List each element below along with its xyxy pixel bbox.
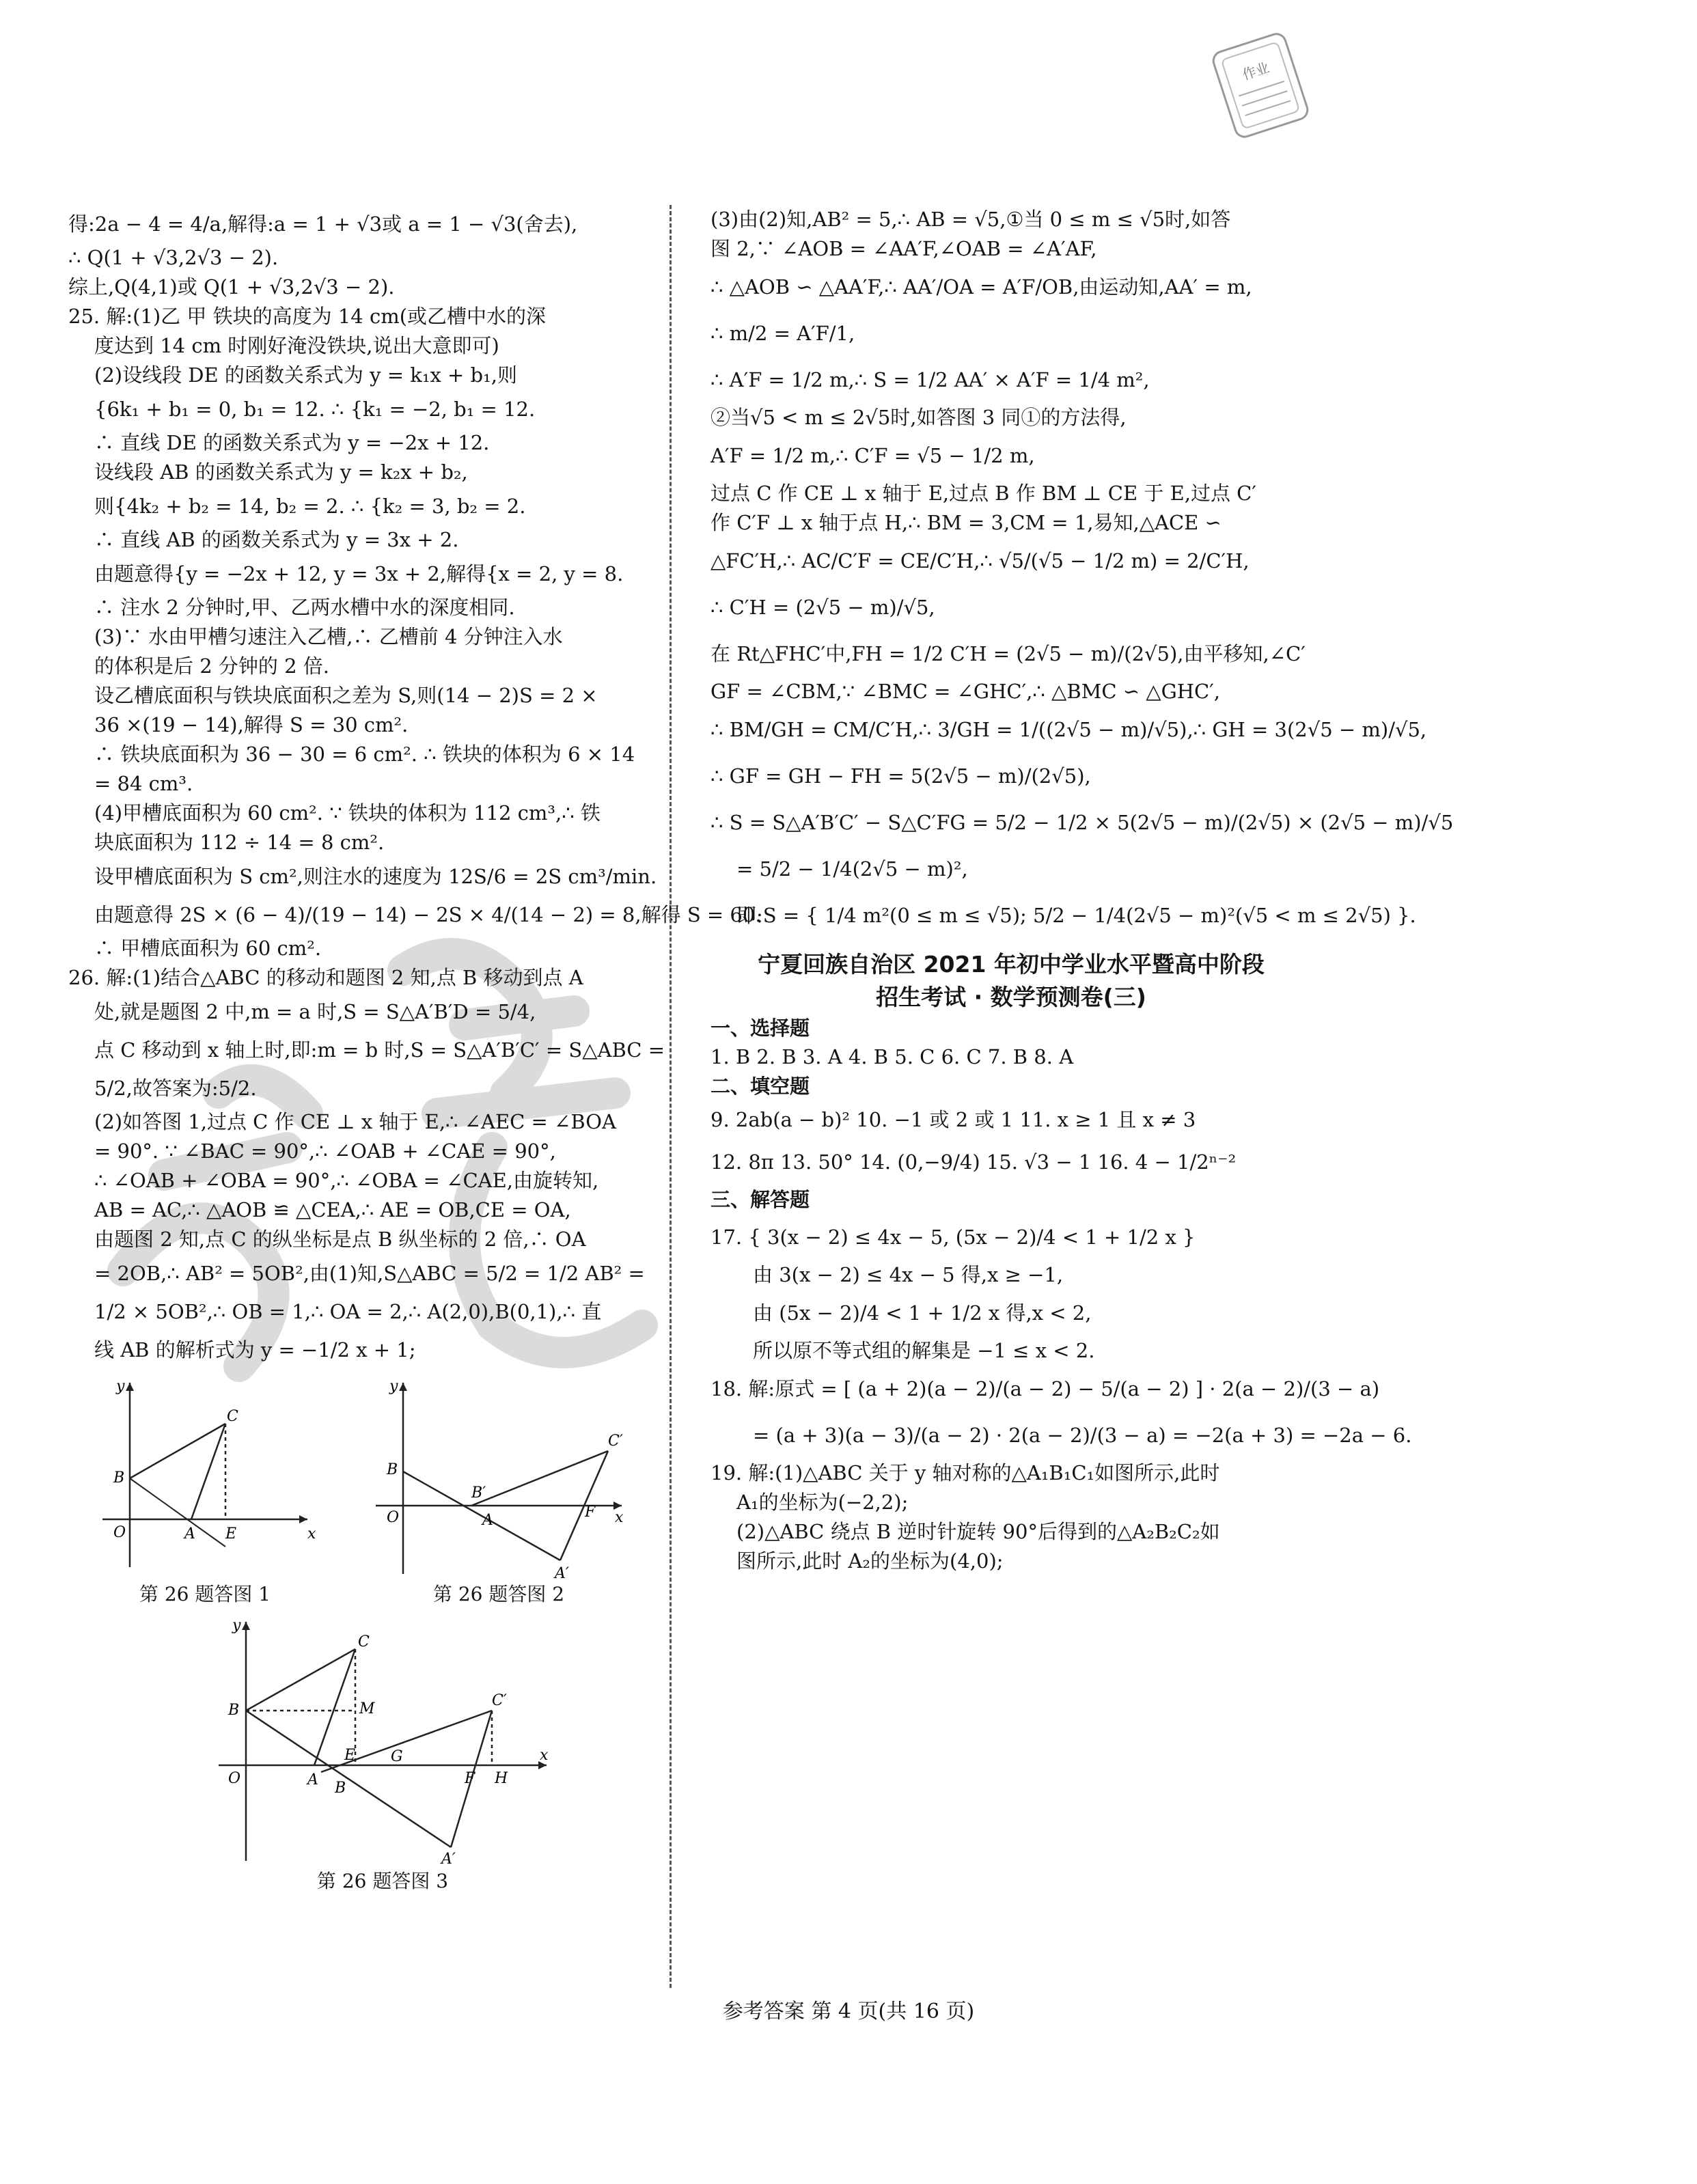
text-line: ∴ m/2 = A′F/1,	[710, 322, 855, 345]
text-line: 由 (5x − 2)/4 < 1 + 1/2 x 得,x < 2,	[753, 1301, 1092, 1325]
stamp-logo-icon	[1209, 27, 1312, 143]
text-line: 点 C 移动到 x 轴上时,即:m = b 时,S = S△A′B′C′ = S△ABC =	[94, 1038, 665, 1062]
text-line: = (a + 3)(a − 3)/(a − 2) · 2(a − 2)/(3 − a) = −2(a + 3) = −2a − 6.	[753, 1424, 1412, 1447]
text-line: (3)∵ 水由甲槽匀速注入乙槽,∴ 乙槽前 4 分钟注入水	[94, 625, 563, 648]
text-line: 线 AB 的解析式为 y = −1/2 x + 1;	[94, 1338, 416, 1361]
text-line: 作 C′F ⊥ x 轴于点 H,∴ BM = 3,CM = 1,易知,△ACE ∽	[710, 511, 1222, 534]
svg-text:A: A	[307, 1771, 318, 1788]
text-line: 设线段 AB 的函数关系式为 y = k₂x + b₂,	[94, 460, 468, 484]
figure-3-caption: 第 26 题答图 3	[316, 1870, 449, 1892]
text-line: ∴ ∠OAB + ∠OBA = 90°,∴ ∠OBA = ∠CAE,由旋转知,	[94, 1169, 599, 1192]
svg-text:C: C	[358, 1633, 370, 1650]
text-line: 由题意得{y = −2x + 12, y = 3x + 2,解得{x = 2, y = 8.	[94, 562, 624, 585]
text-line: ∴ Q(1 + √3,2√3 − 2).	[68, 246, 279, 269]
text-line: = 5/2 − 1/4(2√5 − m)²,	[736, 857, 968, 881]
text-line: 块底面积为 112 ÷ 14 = 8 cm².	[94, 831, 385, 854]
figure-1-caption: 第 26 题答图 1	[139, 1583, 271, 1605]
svg-text:B: B	[113, 1469, 125, 1487]
text-line: 17. { 3(x − 2) ≤ 4x − 5, (5x − 2)/4 < 1 + 1/2 x }	[710, 1226, 1196, 1249]
text-line: AB = AC,∴ △AOB ≌ △CEA,∴ AE = OB,CE = OA,	[94, 1198, 571, 1221]
text-line: ∴ GF = GH − FH = 5(2√5 − m)/(2√5),	[710, 764, 1091, 788]
text-line: 25. 解:(1)乙 甲 铁块的高度为 14 cm(或乙槽中水的深	[68, 305, 547, 328]
text-line: ∴ 注水 2 分钟时,甲、乙两水槽中水的深度相同.	[94, 596, 515, 619]
exam-title-line-1: 宁夏回族自治区 2021 年初中学业水平暨高中阶段	[758, 951, 1265, 978]
text-line: ∴ 直线 DE 的函数关系式为 y = −2x + 12.	[94, 431, 490, 454]
figure-1-diagram	[89, 1376, 321, 1581]
svg-text:A′: A′	[555, 1565, 569, 1582]
exam-title-line-2: 招生考试 · 数学预测卷(三)	[876, 984, 1146, 1010]
text-line: 18. 解:原式 = [ (a + 2)(a − 2)/(a − 2) − 5/(a − 2) ] · 2(a − 2)/(3 − a)	[710, 1377, 1380, 1400]
section-fill: 二、填空题	[710, 1075, 810, 1098]
text-line: 设乙槽底面积与铁块底面积之差为 S,则(14 − 2)S = 2 ×	[94, 684, 598, 707]
text-line: 5/2,故答案为:5/2.	[94, 1077, 257, 1100]
figure-2-caption: 第 26 题答图 2	[432, 1583, 565, 1605]
text-line: 所以原不等式组的解集是 −1 ≤ x < 2.	[753, 1339, 1095, 1362]
svg-text:B: B	[228, 1702, 240, 1719]
text-line: 图 2,∵ ∠AOB = ∠AA′F,∠OAB = ∠A′AF,	[710, 237, 1097, 260]
text-line: 1/2 × 5OB²,∴ OB = 1,∴ OA = 2,∴ A(2,0),B(0,1),∴ 直	[94, 1300, 602, 1323]
text-line: (3)由(2)知,AB² = 5,∴ AB = √5,①当 0 ≤ m ≤ √5时,如答	[710, 208, 1231, 231]
text-line: (2)如答图 1,过点 C 作 CE ⊥ x 轴于 E,∴ ∠AEC = ∠BOA	[94, 1110, 616, 1133]
section-choice: 一、选择题	[710, 1017, 810, 1040]
section-solutions: 三、解答题	[710, 1188, 810, 1211]
text-line: 由 3(x − 2) ≤ 4x − 5 得,x ≥ −1,	[753, 1263, 1064, 1286]
text-line: ∴ A′F = 1/2 m,∴ S = 1/2 AA′ × A′F = 1/4 m²,	[710, 368, 1150, 391]
text-line: = 2OB,∴ AB² = 5OB²,由(1)知,S△ABC = 5/2 = 1/2 AB² =	[94, 1262, 645, 1285]
svg-text:F: F	[465, 1770, 475, 1787]
text-line: 度达到 14 cm 时刚好淹没铁块,说出大意即可)	[94, 334, 499, 357]
text-line: GF = ∠CBM,∵ ∠BMC = ∠GHC′,∴ △BMC ∽ △GHC′,	[710, 680, 1221, 703]
svg-text:B: B	[387, 1461, 398, 1478]
text-line: ∴ 直线 AB 的函数关系式为 y = 3x + 2.	[94, 528, 459, 551]
svg-text:y: y	[389, 1378, 398, 1395]
text-line: A₁的坐标为(−2,2);	[736, 1491, 909, 1514]
text-line: ∴ S = S△A′B′C′ − S△C′FG = 5/2 − 1/2 × 5(2√5 − m)/(2√5) × (2√5 − m)/√5	[710, 811, 1454, 834]
svg-text:B′: B′	[471, 1484, 486, 1502]
svg-text:x: x	[540, 1747, 549, 1764]
text-line: ∴ △AOB ∽ △AA′F,∴ AA′/OA = A′F/OB,由运动知,AA′ = m,	[710, 275, 1252, 299]
svg-text:x: x	[307, 1525, 316, 1543]
svg-text:E: E	[344, 1747, 356, 1764]
svg-text:y: y	[116, 1378, 125, 1395]
svg-text:x: x	[615, 1509, 624, 1526]
text-line: {6k₁ + b₁ = 0, b₁ = 12. ∴ {k₁ = −2, b₁ = 12.	[94, 398, 536, 421]
text-line: ∴ C′H = (2√5 − m)/√5,	[710, 596, 935, 619]
text-line: = 84 cm³.	[94, 772, 193, 795]
page-footer: 参考答案 第 4 页(共 16 页)	[722, 2000, 975, 2023]
text-line: ②当√5 < m ≤ 2√5时,如答图 3 同①的方法得,	[710, 406, 1127, 429]
text-line: 图所示,此时 A₂的坐标为(4,0);	[736, 1549, 1004, 1573]
svg-text:G: G	[391, 1748, 403, 1765]
text-line: 26. 解:(1)结合△ABC 的移动和题图 2 知,点 B 移动到点 A	[68, 966, 583, 989]
figure-2	[362, 1376, 635, 1608]
svg-text:A: A	[482, 1512, 493, 1529]
text-line: (2)设线段 DE 的函数关系式为 y = k₁x + b₁,则	[94, 363, 517, 387]
choice-answers: 1. B 2. B 3. A 4. B 5. C 6. C 7. B 8. A	[710, 1045, 1074, 1068]
svg-text:H: H	[495, 1770, 508, 1787]
text-line: 则{4k₂ + b₂ = 14, b₂ = 2. ∴ {k₂ = 3, b₂ = 2.	[94, 495, 526, 518]
text-line: 得:2a − 4 = 4/a,解得:a = 1 + √3或 a = 1 − √3(舍去),	[68, 212, 578, 236]
text-line: 36 ×(19 − 14),解得 S = 30 cm².	[94, 713, 409, 736]
fill-answers-1: 9. 2ab(a − b)² 10. −1 或 2 或 1 11. x ≥ 1 且 x ≠ 3	[710, 1108, 1196, 1131]
text-line: 的体积是后 2 分钟的 2 倍.	[94, 654, 329, 678]
figure-3	[205, 1615, 560, 1895]
text-line: 处,就是题图 2 中,m = a 时,S = S△A′B′D = 5/4,	[94, 1000, 536, 1023]
text-line: △FC′H,∴ AC/C′F = CE/C′H,∴ √5/(√5 − 1/2 m) = 2/C′H,	[710, 549, 1250, 572]
svg-text:作业: 作业	[1240, 59, 1271, 83]
svg-text:F: F	[585, 1504, 596, 1521]
figure-row	[68, 1376, 656, 1608]
text-line: 过点 C 作 CE ⊥ x 轴于 E,过点 B 作 BM ⊥ CE 于 E,过点 C′	[710, 482, 1256, 505]
text-line: 19. 解:(1)△ABC 关于 y 轴对称的△A₁B₁C₁如图所示,此时	[710, 1461, 1220, 1484]
text-line: = 90°. ∵ ∠BAC = 90°,∴ ∠OAB + ∠CAE = 90°,	[94, 1139, 556, 1163]
text-line: 综上,Q(4,1)或 Q(1 + √3,2√3 − 2).	[68, 275, 395, 299]
figure-2-diagram	[362, 1376, 635, 1581]
text-line: 设甲槽底面积为 S cm²,则注水的速度为 12S/6 = 2S cm³/min.	[94, 865, 657, 888]
text-line: 即:S = { 1/4 m²(0 ≤ m ≤ √5); 5/2 − 1/4(2√5 − m)²(√5 < m ≤ 2√5) }.	[736, 904, 1416, 927]
text-line: 由题图 2 知,点 C 的纵坐标是点 B 纵坐标的 2 倍,∴ OA	[94, 1228, 586, 1251]
svg-text:y: y	[232, 1617, 241, 1634]
text-line: ∴ 铁块底面积为 36 − 30 = 6 cm². ∴ 铁块的体积为 6 × 14	[94, 743, 635, 766]
text-line: 在 Rt△FHC′中,FH = 1/2 C′H = (2√5 − m)/(2√5),由平移知,∠C′	[710, 642, 1306, 665]
svg-text:E: E	[225, 1525, 237, 1543]
column-divider	[670, 205, 672, 1988]
svg-text:A: A	[184, 1525, 195, 1543]
right-column	[710, 205, 1454, 1576]
fill-answers-2: 12. 8π 13. 50° 14. (0,−9/4) 15. √3 − 1 16. 4 − 1/2ⁿ⁻²	[710, 1150, 1237, 1174]
svg-text:O: O	[113, 1524, 126, 1541]
svg-text:B: B	[335, 1780, 346, 1797]
text-line: ∴ BM/GH = CM/C′H,∴ 3/GH = 1/((2√5 − m)/√5),∴ GH = 3(2√5 − m)/√5,	[710, 718, 1427, 741]
figure-1	[89, 1376, 321, 1608]
svg-text:C′: C′	[492, 1692, 507, 1709]
text-line: ∴ 甲槽底面积为 60 cm².	[94, 937, 322, 960]
svg-text:A′: A′	[441, 1851, 456, 1868]
svg-text:M: M	[359, 1700, 375, 1717]
svg-text:O: O	[387, 1509, 400, 1526]
svg-text:C: C	[227, 1408, 238, 1425]
text-line: A′F = 1/2 m,∴ C′F = √5 − 1/2 m,	[710, 444, 1035, 467]
text-line: (2)△ABC 绕点 B 逆时针旋转 90°后得到的△A₂B₂C₂如	[736, 1520, 1220, 1543]
svg-text:C′: C′	[608, 1433, 623, 1450]
figure-3-diagram	[205, 1615, 560, 1868]
svg-text:O: O	[228, 1770, 241, 1787]
text-line: 由题意得 2S × (6 − 4)/(19 − 14) − 2S × 4/(14 − 2) = 8,解得 S = 60.	[94, 903, 762, 926]
text-line: (4)甲槽底面积为 60 cm². ∵ 铁块的体积为 112 cm³,∴ 铁	[94, 801, 601, 825]
